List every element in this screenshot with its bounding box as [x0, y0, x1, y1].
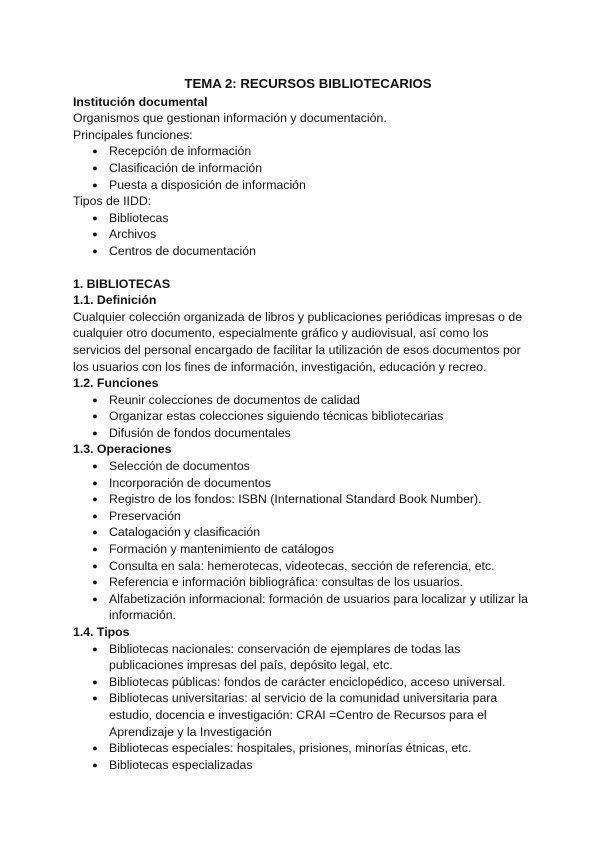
bullet-icon: ● — [92, 146, 98, 157]
list-item: ● Bibliotecas públicas: fondos de carácter enciclopédico, acceso universal. — [73, 674, 533, 691]
subheading-definicion: 1.1. Definición — [73, 293, 157, 308]
institucion-funciones-list — [73, 143, 533, 193]
operaciones-list — [73, 458, 533, 624]
list-item: ● Catalogación y clasificación — [73, 524, 533, 541]
bullet-icon: ● — [92, 693, 98, 704]
subheading-funciones: 1.2. Funciones — [73, 376, 159, 391]
bullet-icon: ● — [92, 743, 98, 754]
bullet-icon: ● — [92, 461, 98, 472]
tipos-label: Tipos de IIDD: — [73, 194, 152, 209]
list-item: ● Alfabetización informacional: formación de usuarios para localizar y utilizar la información. — [73, 591, 533, 624]
list-item: ● Clasificación de información — [73, 160, 533, 177]
bullet-icon: ● — [92, 229, 98, 240]
bullet-icon: ● — [92, 560, 98, 571]
list-item: ● Difusión de fondos documentales — [73, 425, 533, 442]
bullet-icon: ● — [92, 477, 98, 488]
funciones-label: Principales funciones: — [73, 127, 193, 142]
funciones-list — [73, 392, 533, 442]
list-item: ● Bibliotecas universitarias: al servicio de la comunidad universitaria para estudio, docencia e investigación: CRAI =Centro de Recursos para el Aprendizaje y la Investigación — [73, 690, 533, 740]
section-heading-institucion: Institución documental — [73, 94, 208, 109]
bullet-icon: ● — [92, 179, 98, 190]
list-item: ● Recepción de información — [73, 143, 533, 160]
list-item: ● Formación y mantenimiento de catálogos — [73, 541, 533, 558]
spacer — [73, 260, 533, 276]
bullet-icon: ● — [92, 427, 98, 438]
list-item: ● Reunir colecciones de documentos de calidad — [73, 392, 533, 409]
subheading-operaciones: 1.3. Operaciones — [73, 442, 172, 457]
bullet-icon: ● — [92, 510, 98, 521]
bullet-icon: ● — [92, 394, 98, 405]
list-item: ● Bibliotecas nacionales: conservación de ejemplares de todas las publicaciones impresas del país, depósito legal, etc. — [73, 641, 533, 674]
bullet-icon: ● — [92, 245, 98, 256]
section-heading-bibliotecas: 1. BIBLIOTECAS — [73, 276, 171, 291]
bullet-icon: ● — [92, 411, 98, 422]
institucion-definition: Organismos que gestionan información y documentación. — [73, 111, 387, 126]
list-item: ● Registro de los fondos: ISBN (International Standard Book Number). — [73, 491, 533, 508]
document-body — [73, 76, 533, 773]
bullet-icon: ● — [92, 162, 98, 173]
bullet-icon: ● — [92, 494, 98, 505]
list-item: ● Puesta a disposición de información — [73, 177, 533, 194]
bullet-icon: ● — [92, 527, 98, 538]
institucion-tipos-list — [73, 210, 533, 260]
bullet-icon: ● — [92, 676, 98, 687]
list-item: ● Referencia e información bibliográfica: consultas de los usuarios. — [73, 574, 533, 591]
list-item: ● Bibliotecas — [73, 210, 533, 227]
tipos-list — [73, 641, 533, 774]
bullet-icon: ● — [92, 593, 98, 604]
page-title: TEMA 2: RECURSOS BIBLIOTECARIOS — [184, 76, 432, 91]
list-item: ● Selección de documentos — [73, 458, 533, 475]
list-item: ● Bibliotecas especiales: hospitales, prisiones, minorías étnicas, etc. — [73, 740, 533, 757]
list-item: ● Organizar estas colecciones siguiendo técnicas bibliotecarias — [73, 408, 533, 425]
bullet-icon: ● — [92, 759, 98, 770]
subheading-tipos: 1.4. Tipos — [73, 625, 130, 639]
list-item: ● Consulta en sala: hemerotecas, videotecas, sección de referencia, etc. — [73, 558, 533, 575]
list-item: ● Incorporación de documentos — [73, 475, 533, 492]
list-item: ● Archivos — [73, 226, 533, 243]
bullet-icon: ● — [92, 577, 98, 588]
definicion-paragraph: Cualquier colección organizada de libros y publicaciones periódicas impresas o de cualquier otro documento, especialmente gráfico y audiovisual, así como los servicios del personal encargado de facilitar la utilización de esos documentos por los usuarios con los fines de información, investigación, educación y recreo. — [73, 309, 523, 374]
list-item: ● Preservación — [73, 508, 533, 525]
list-item: ● Bibliotecas especializadas — [73, 757, 533, 774]
bullet-icon: ● — [92, 544, 98, 555]
bullet-icon: ● — [92, 212, 98, 223]
list-item: ● Centros de documentación — [73, 243, 533, 260]
bullet-icon: ● — [92, 643, 98, 654]
